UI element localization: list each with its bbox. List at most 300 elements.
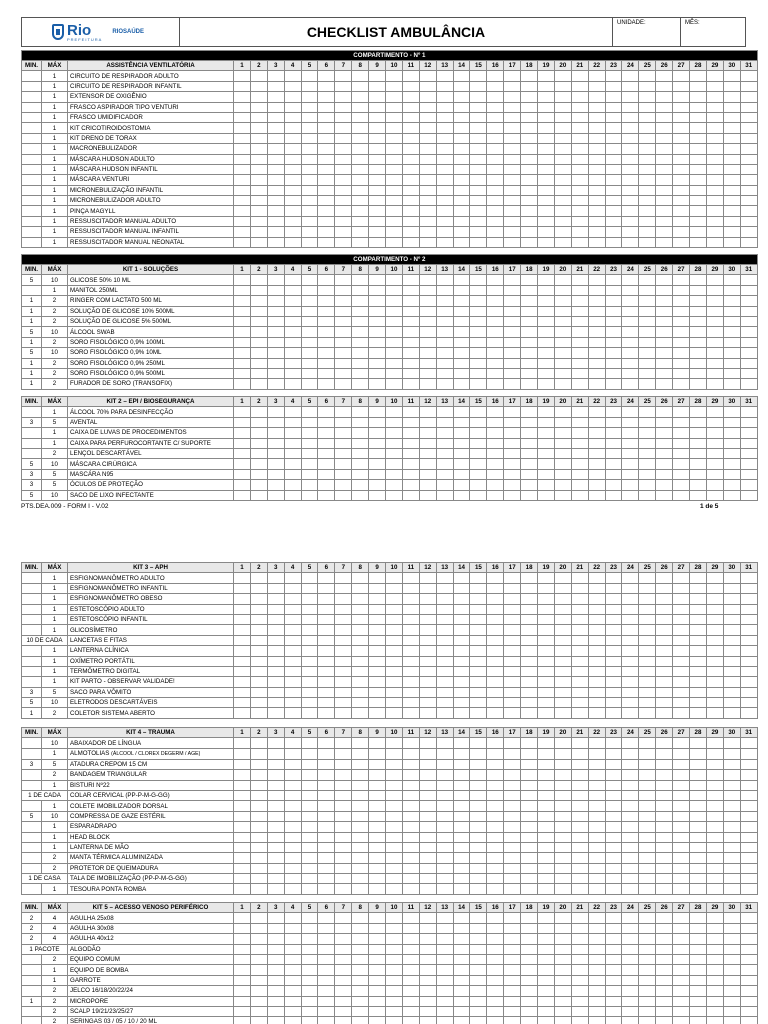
check-cell[interactable] <box>673 965 690 975</box>
check-cell[interactable] <box>656 770 673 780</box>
check-cell[interactable] <box>267 216 284 226</box>
check-cell[interactable] <box>436 975 453 985</box>
check-cell[interactable] <box>436 965 453 975</box>
check-cell[interactable] <box>267 614 284 624</box>
check-cell[interactable] <box>267 448 284 458</box>
check-cell[interactable] <box>436 698 453 708</box>
check-cell[interactable] <box>369 196 386 206</box>
check-cell[interactable] <box>419 780 436 790</box>
check-cell[interactable] <box>453 874 470 884</box>
check-cell[interactable] <box>284 965 301 975</box>
check-cell[interactable] <box>470 227 487 237</box>
check-cell[interactable] <box>723 874 740 884</box>
check-cell[interactable] <box>284 666 301 676</box>
check-cell[interactable] <box>402 1006 419 1016</box>
check-cell[interactable] <box>723 811 740 821</box>
check-cell[interactable] <box>690 206 707 216</box>
check-cell[interactable] <box>690 790 707 800</box>
check-cell[interactable] <box>402 770 419 780</box>
check-cell[interactable] <box>318 285 335 295</box>
check-cell[interactable] <box>538 583 555 593</box>
check-cell[interactable] <box>335 368 352 378</box>
check-cell[interactable] <box>284 923 301 933</box>
check-cell[interactable] <box>419 884 436 894</box>
check-cell[interactable] <box>436 407 453 417</box>
check-cell[interactable] <box>740 965 757 975</box>
check-cell[interactable] <box>571 237 588 247</box>
check-cell[interactable] <box>234 923 251 933</box>
check-cell[interactable] <box>690 884 707 894</box>
check-cell[interactable] <box>402 237 419 247</box>
check-cell[interactable] <box>605 790 622 800</box>
check-cell[interactable] <box>673 417 690 427</box>
check-cell[interactable] <box>521 759 538 769</box>
check-cell[interactable] <box>318 428 335 438</box>
check-cell[interactable] <box>369 708 386 718</box>
check-cell[interactable] <box>301 1017 318 1024</box>
check-cell[interactable] <box>622 923 639 933</box>
check-cell[interactable] <box>436 196 453 206</box>
check-cell[interactable] <box>571 687 588 697</box>
check-cell[interactable] <box>740 206 757 216</box>
check-cell[interactable] <box>267 379 284 389</box>
check-cell[interactable] <box>588 975 605 985</box>
check-cell[interactable] <box>436 842 453 852</box>
check-cell[interactable] <box>656 196 673 206</box>
check-cell[interactable] <box>622 285 639 295</box>
check-cell[interactable] <box>250 144 267 154</box>
check-cell[interactable] <box>538 822 555 832</box>
check-cell[interactable] <box>234 316 251 326</box>
check-cell[interactable] <box>706 863 723 873</box>
check-cell[interactable] <box>521 469 538 479</box>
check-cell[interactable] <box>554 469 571 479</box>
check-cell[interactable] <box>706 490 723 500</box>
check-cell[interactable] <box>538 112 555 122</box>
check-cell[interactable] <box>419 604 436 614</box>
check-cell[interactable] <box>706 884 723 894</box>
check-cell[interactable] <box>622 337 639 347</box>
check-cell[interactable] <box>402 687 419 697</box>
check-cell[interactable] <box>402 368 419 378</box>
check-cell[interactable] <box>673 407 690 417</box>
check-cell[interactable] <box>571 822 588 832</box>
check-cell[interactable] <box>622 801 639 811</box>
check-cell[interactable] <box>706 327 723 337</box>
check-cell[interactable] <box>571 780 588 790</box>
check-cell[interactable] <box>740 337 757 347</box>
check-cell[interactable] <box>335 656 352 666</box>
check-cell[interactable] <box>386 965 403 975</box>
check-cell[interactable] <box>386 944 403 954</box>
check-cell[interactable] <box>369 296 386 306</box>
check-cell[interactable] <box>436 770 453 780</box>
check-cell[interactable] <box>639 1006 656 1016</box>
check-cell[interactable] <box>740 316 757 326</box>
check-cell[interactable] <box>571 811 588 821</box>
check-cell[interactable] <box>521 625 538 635</box>
check-cell[interactable] <box>706 417 723 427</box>
check-cell[interactable] <box>690 853 707 863</box>
check-cell[interactable] <box>234 614 251 624</box>
check-cell[interactable] <box>487 687 504 697</box>
check-cell[interactable] <box>554 790 571 800</box>
check-cell[interactable] <box>673 884 690 894</box>
check-cell[interactable] <box>538 614 555 624</box>
check-cell[interactable] <box>723 698 740 708</box>
check-cell[interactable] <box>706 316 723 326</box>
check-cell[interactable] <box>318 164 335 174</box>
check-cell[interactable] <box>453 216 470 226</box>
check-cell[interactable] <box>419 438 436 448</box>
check-cell[interactable] <box>301 965 318 975</box>
check-cell[interactable] <box>487 407 504 417</box>
check-cell[interactable] <box>234 185 251 195</box>
check-cell[interactable] <box>386 185 403 195</box>
check-cell[interactable] <box>740 133 757 143</box>
check-cell[interactable] <box>487 923 504 933</box>
check-cell[interactable] <box>436 459 453 469</box>
check-cell[interactable] <box>419 934 436 944</box>
check-cell[interactable] <box>267 227 284 237</box>
check-cell[interactable] <box>318 874 335 884</box>
check-cell[interactable] <box>504 112 521 122</box>
check-cell[interactable] <box>234 1006 251 1016</box>
check-cell[interactable] <box>402 306 419 316</box>
check-cell[interactable] <box>740 646 757 656</box>
check-cell[interactable] <box>504 770 521 780</box>
check-cell[interactable] <box>673 337 690 347</box>
check-cell[interactable] <box>402 677 419 687</box>
check-cell[interactable] <box>538 348 555 358</box>
check-cell[interactable] <box>521 583 538 593</box>
check-cell[interactable] <box>470 92 487 102</box>
check-cell[interactable] <box>470 698 487 708</box>
check-cell[interactable] <box>622 863 639 873</box>
check-cell[interactable] <box>419 154 436 164</box>
check-cell[interactable] <box>639 604 656 614</box>
check-cell[interactable] <box>622 154 639 164</box>
check-cell[interactable] <box>723 573 740 583</box>
check-cell[interactable] <box>267 853 284 863</box>
check-cell[interactable] <box>318 438 335 448</box>
check-cell[interactable] <box>605 316 622 326</box>
check-cell[interactable] <box>335 934 352 944</box>
check-cell[interactable] <box>656 358 673 368</box>
check-cell[interactable] <box>301 822 318 832</box>
check-cell[interactable] <box>656 316 673 326</box>
check-cell[interactable] <box>622 92 639 102</box>
check-cell[interactable] <box>605 842 622 852</box>
check-cell[interactable] <box>402 123 419 133</box>
check-cell[interactable] <box>267 738 284 748</box>
check-cell[interactable] <box>487 934 504 944</box>
check-cell[interactable] <box>706 196 723 206</box>
check-cell[interactable] <box>521 206 538 216</box>
check-cell[interactable] <box>267 635 284 645</box>
check-cell[interactable] <box>588 407 605 417</box>
check-cell[interactable] <box>605 407 622 417</box>
check-cell[interactable] <box>436 185 453 195</box>
check-cell[interactable] <box>740 154 757 164</box>
check-cell[interactable] <box>267 368 284 378</box>
check-cell[interactable] <box>470 480 487 490</box>
check-cell[interactable] <box>521 748 538 759</box>
check-cell[interactable] <box>504 934 521 944</box>
check-cell[interactable] <box>470 123 487 133</box>
check-cell[interactable] <box>470 759 487 769</box>
check-cell[interactable] <box>656 438 673 448</box>
check-cell[interactable] <box>690 635 707 645</box>
check-cell[interactable] <box>352 965 369 975</box>
check-cell[interactable] <box>284 770 301 780</box>
check-cell[interactable] <box>487 738 504 748</box>
check-cell[interactable] <box>369 480 386 490</box>
check-cell[interactable] <box>335 480 352 490</box>
check-cell[interactable] <box>301 594 318 604</box>
check-cell[interactable] <box>639 227 656 237</box>
check-cell[interactable] <box>234 996 251 1006</box>
check-cell[interactable] <box>301 801 318 811</box>
check-cell[interactable] <box>723 368 740 378</box>
check-cell[interactable] <box>622 275 639 285</box>
check-cell[interactable] <box>622 417 639 427</box>
check-cell[interactable] <box>318 748 335 759</box>
check-cell[interactable] <box>656 175 673 185</box>
check-cell[interactable] <box>588 459 605 469</box>
check-cell[interactable] <box>436 832 453 842</box>
check-cell[interactable] <box>740 801 757 811</box>
check-cell[interactable] <box>369 175 386 185</box>
check-cell[interactable] <box>453 790 470 800</box>
check-cell[interactable] <box>453 428 470 438</box>
check-cell[interactable] <box>419 123 436 133</box>
check-cell[interactable] <box>335 708 352 718</box>
check-cell[interactable] <box>267 874 284 884</box>
check-cell[interactable] <box>419 635 436 645</box>
check-cell[interactable] <box>521 81 538 91</box>
check-cell[interactable] <box>554 185 571 195</box>
check-cell[interactable] <box>234 275 251 285</box>
check-cell[interactable] <box>673 327 690 337</box>
check-cell[interactable] <box>656 934 673 944</box>
check-cell[interactable] <box>554 348 571 358</box>
check-cell[interactable] <box>284 625 301 635</box>
check-cell[interactable] <box>487 438 504 448</box>
check-cell[interactable] <box>453 822 470 832</box>
check-cell[interactable] <box>723 975 740 985</box>
check-cell[interactable] <box>673 934 690 944</box>
check-cell[interactable] <box>639 469 656 479</box>
check-cell[interactable] <box>267 934 284 944</box>
check-cell[interactable] <box>723 185 740 195</box>
check-cell[interactable] <box>723 164 740 174</box>
check-cell[interactable] <box>538 358 555 368</box>
check-cell[interactable] <box>267 154 284 164</box>
check-cell[interactable] <box>335 698 352 708</box>
check-cell[interactable] <box>740 285 757 295</box>
check-cell[interactable] <box>250 1017 267 1024</box>
check-cell[interactable] <box>335 832 352 842</box>
check-cell[interactable] <box>284 604 301 614</box>
check-cell[interactable] <box>419 1017 436 1024</box>
check-cell[interactable] <box>369 770 386 780</box>
check-cell[interactable] <box>673 923 690 933</box>
check-cell[interactable] <box>352 677 369 687</box>
check-cell[interactable] <box>369 923 386 933</box>
check-cell[interactable] <box>639 133 656 143</box>
check-cell[interactable] <box>706 842 723 852</box>
check-cell[interactable] <box>740 417 757 427</box>
check-cell[interactable] <box>234 822 251 832</box>
check-cell[interactable] <box>639 237 656 247</box>
check-cell[interactable] <box>740 780 757 790</box>
check-cell[interactable] <box>318 842 335 852</box>
check-cell[interactable] <box>690 428 707 438</box>
check-cell[interactable] <box>588 573 605 583</box>
check-cell[interactable] <box>250 934 267 944</box>
check-cell[interactable] <box>436 1006 453 1016</box>
check-cell[interactable] <box>605 748 622 759</box>
check-cell[interactable] <box>504 316 521 326</box>
check-cell[interactable] <box>571 708 588 718</box>
check-cell[interactable] <box>386 625 403 635</box>
check-cell[interactable] <box>234 81 251 91</box>
check-cell[interactable] <box>335 944 352 954</box>
check-cell[interactable] <box>706 216 723 226</box>
check-cell[interactable] <box>234 801 251 811</box>
check-cell[interactable] <box>352 954 369 964</box>
check-cell[interactable] <box>538 337 555 347</box>
check-cell[interactable] <box>301 698 318 708</box>
check-cell[interactable] <box>453 698 470 708</box>
check-cell[interactable] <box>234 285 251 295</box>
check-cell[interactable] <box>571 71 588 81</box>
check-cell[interactable] <box>234 811 251 821</box>
check-cell[interactable] <box>554 832 571 842</box>
check-cell[interactable] <box>436 438 453 448</box>
check-cell[interactable] <box>470 175 487 185</box>
check-cell[interactable] <box>690 81 707 91</box>
check-cell[interactable] <box>605 480 622 490</box>
check-cell[interactable] <box>554 698 571 708</box>
check-cell[interactable] <box>673 480 690 490</box>
check-cell[interactable] <box>453 480 470 490</box>
check-cell[interactable] <box>250 770 267 780</box>
check-cell[interactable] <box>538 368 555 378</box>
check-cell[interactable] <box>538 884 555 894</box>
check-cell[interactable] <box>690 102 707 112</box>
check-cell[interactable] <box>453 832 470 842</box>
check-cell[interactable] <box>622 832 639 842</box>
check-cell[interactable] <box>250 625 267 635</box>
check-cell[interactable] <box>470 666 487 676</box>
check-cell[interactable] <box>318 986 335 996</box>
check-cell[interactable] <box>267 780 284 790</box>
check-cell[interactable] <box>656 448 673 458</box>
check-cell[interactable] <box>470 469 487 479</box>
check-cell[interactable] <box>554 996 571 1006</box>
check-cell[interactable] <box>234 687 251 697</box>
check-cell[interactable] <box>250 738 267 748</box>
check-cell[interactable] <box>487 227 504 237</box>
check-cell[interactable] <box>402 144 419 154</box>
check-cell[interactable] <box>605 822 622 832</box>
check-cell[interactable] <box>504 635 521 645</box>
check-cell[interactable] <box>419 822 436 832</box>
check-cell[interactable] <box>554 614 571 624</box>
check-cell[interactable] <box>369 417 386 427</box>
check-cell[interactable] <box>267 81 284 91</box>
check-cell[interactable] <box>622 986 639 996</box>
check-cell[interactable] <box>521 923 538 933</box>
check-cell[interactable] <box>453 379 470 389</box>
check-cell[interactable] <box>588 801 605 811</box>
check-cell[interactable] <box>538 407 555 417</box>
check-cell[interactable] <box>588 687 605 697</box>
check-cell[interactable] <box>470 748 487 759</box>
check-cell[interactable] <box>402 614 419 624</box>
check-cell[interactable] <box>571 1017 588 1024</box>
check-cell[interactable] <box>504 428 521 438</box>
check-cell[interactable] <box>740 448 757 458</box>
check-cell[interactable] <box>419 913 436 923</box>
check-cell[interactable] <box>690 965 707 975</box>
check-cell[interactable] <box>571 874 588 884</box>
check-cell[interactable] <box>740 635 757 645</box>
check-cell[interactable] <box>436 133 453 143</box>
check-cell[interactable] <box>588 913 605 923</box>
check-cell[interactable] <box>470 646 487 656</box>
check-cell[interactable] <box>352 822 369 832</box>
check-cell[interactable] <box>588 790 605 800</box>
check-cell[interactable] <box>605 123 622 133</box>
check-cell[interactable] <box>673 954 690 964</box>
check-cell[interactable] <box>723 863 740 873</box>
check-cell[interactable] <box>419 594 436 604</box>
check-cell[interactable] <box>352 604 369 614</box>
check-cell[interactable] <box>301 123 318 133</box>
check-cell[interactable] <box>690 1017 707 1024</box>
check-cell[interactable] <box>470 154 487 164</box>
check-cell[interactable] <box>402 459 419 469</box>
check-cell[interactable] <box>521 666 538 676</box>
check-cell[interactable] <box>656 853 673 863</box>
check-cell[interactable] <box>706 954 723 964</box>
check-cell[interactable] <box>554 92 571 102</box>
check-cell[interactable] <box>386 448 403 458</box>
check-cell[interactable] <box>386 656 403 666</box>
check-cell[interactable] <box>605 677 622 687</box>
check-cell[interactable] <box>470 368 487 378</box>
check-cell[interactable] <box>538 790 555 800</box>
check-cell[interactable] <box>571 296 588 306</box>
check-cell[interactable] <box>419 625 436 635</box>
check-cell[interactable] <box>622 934 639 944</box>
check-cell[interactable] <box>504 801 521 811</box>
check-cell[interactable] <box>605 1017 622 1024</box>
check-cell[interactable] <box>588 748 605 759</box>
check-cell[interactable] <box>639 759 656 769</box>
check-cell[interactable] <box>284 687 301 697</box>
check-cell[interactable] <box>470 635 487 645</box>
check-cell[interactable] <box>318 327 335 337</box>
check-cell[interactable] <box>419 986 436 996</box>
check-cell[interactable] <box>504 1017 521 1024</box>
check-cell[interactable] <box>267 748 284 759</box>
check-cell[interactable] <box>369 656 386 666</box>
check-cell[interactable] <box>369 832 386 842</box>
